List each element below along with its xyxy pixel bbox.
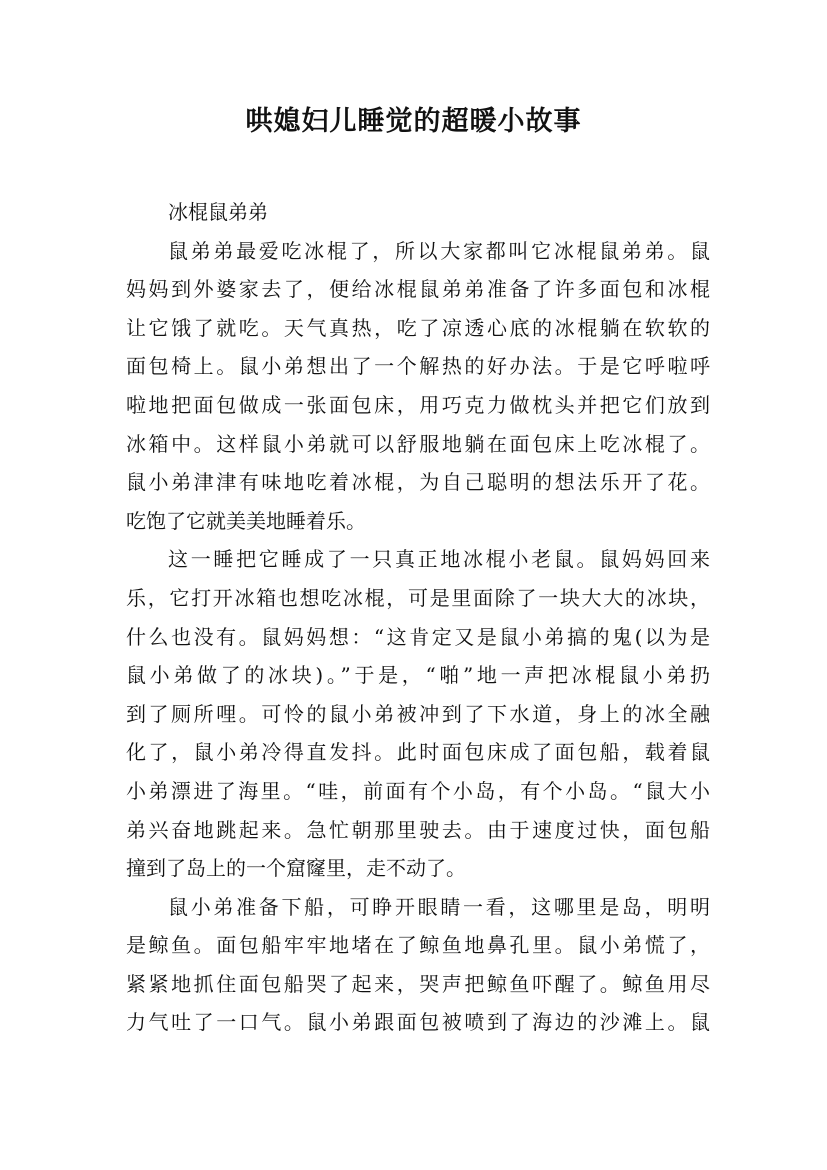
text-line: 紧紧地抓住面包船哭了起来，哭声把鲸鱼吓醒了。鲸鱼用尽 xyxy=(126,971,710,996)
text-line: 小弟漂进了海里。“哇，前面有个小岛，有个小岛。“鼠大小 xyxy=(126,778,710,803)
document-title: 哄媳妇儿睡觉的超暖小故事 xyxy=(245,106,582,137)
text-line: 妈妈到外婆家去了，便给冰棍鼠弟弟准备了许多面包和冰棍 xyxy=(126,277,710,302)
text-line: 冰箱中。这样鼠小弟就可以舒服地躺在面包床上吃冰棍了。 xyxy=(126,431,710,456)
text-line: 让它饿了就吃。天气真热，吃了凉透心底的冰棍躺在软软的 xyxy=(126,315,710,340)
text-line: 啦地把面包做成一张面包床，用巧克力做枕头并把它们放到 xyxy=(126,392,710,417)
text-line: 化了，鼠小弟冷得直发抖。此时面包床成了面包船，载着鼠 xyxy=(126,740,710,765)
text-line: 乐，它打开冰箱也想吃冰棍，可是里面除了一块大大的冰块， xyxy=(126,585,710,610)
text-line: 是鲸鱼。面包船牢牢地堵在了鲸鱼地鼻孔里。鼠小弟慌了， xyxy=(126,933,710,958)
text-line: 鼠小弟做了的冰块)。”于是，“啪”地一声把冰棍鼠小弟扔 xyxy=(126,663,710,688)
text-line: 鼠弟弟最爱吃冰棍了，所以大家都叫它冰棍鼠弟弟。鼠 xyxy=(168,238,710,263)
text-line: 吃饱了它就美美地睡着乐。 xyxy=(126,508,366,533)
text-line: 力气吐了一口气。鼠小弟跟面包被喷到了海边的沙滩上。鼠 xyxy=(126,1010,710,1035)
text-line: 什么也没有。鼠妈妈想：“这肯定又是鼠小弟搞的鬼(以为是 xyxy=(126,624,710,649)
story-body xyxy=(126,193,710,1042)
text-line: 这一睡把它睡成了一只真正地冰棍小老鼠。鼠妈妈回来 xyxy=(168,547,710,572)
text-line: 撞到了岛上的一个窟窿里，走不动了。 xyxy=(126,856,466,881)
text-line: 鼠小弟准备下船，可睁开眼睛一看，这哪里是岛，明明 xyxy=(168,894,710,919)
text-line: 鼠小弟津津有味地吃着冰棍，为自己聪明的想法乐开了花。 xyxy=(126,470,710,495)
text-line: 面包椅上。鼠小弟想出了一个解热的好办法。于是它呼啦呼 xyxy=(126,354,710,379)
text-line: 到了厕所哩。可怜的鼠小弟被冲到了下水道，身上的冰全融 xyxy=(126,701,710,726)
story-subtitle: 冰棍鼠弟弟 xyxy=(168,200,268,224)
text-line: 弟兴奋地跳起来。急忙朝那里驶去。由于速度过快，面包船 xyxy=(126,817,710,842)
